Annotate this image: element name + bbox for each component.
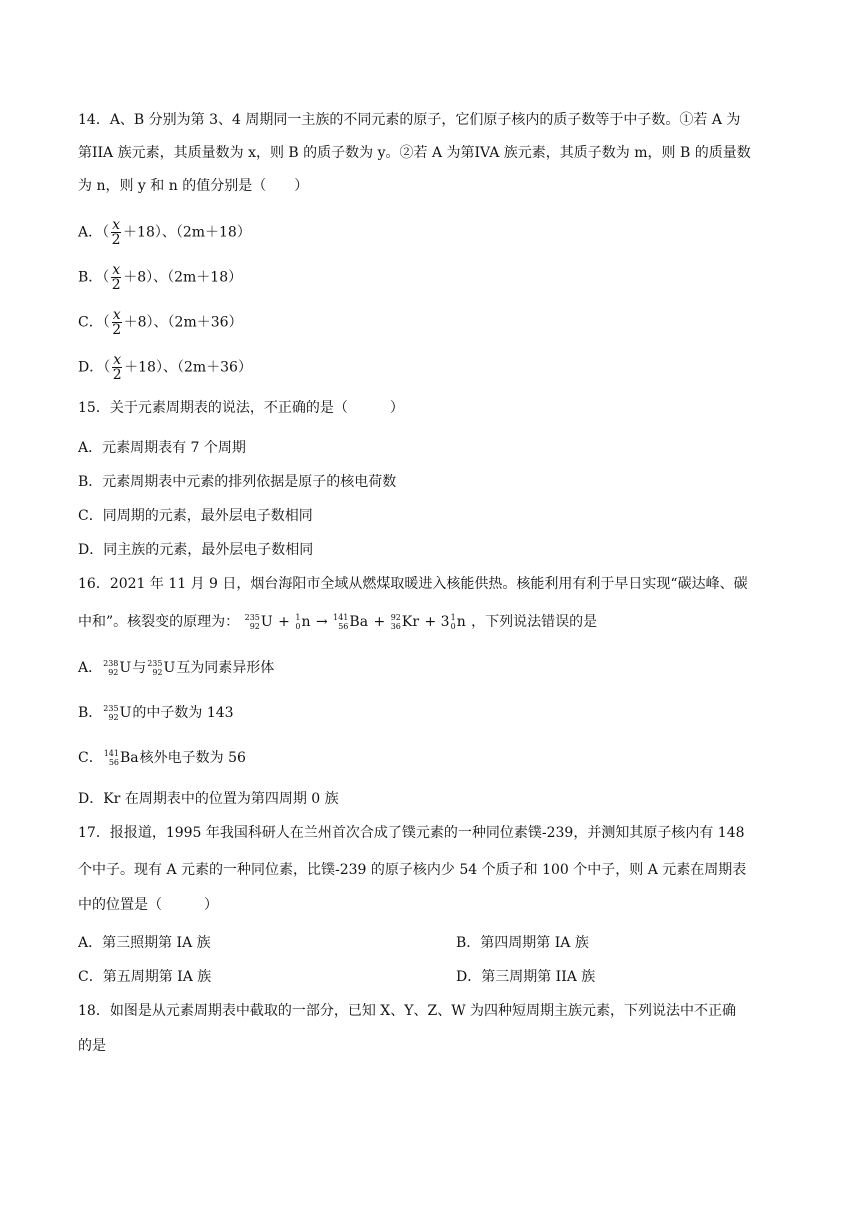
fraction: $\frac{x}{2}$: [112, 307, 122, 338]
q14-line-3: 为 n，则 y 和 n 的值分别是（ ）: [78, 178, 309, 194]
q18-line-2: 的是: [78, 1038, 106, 1054]
q16-option-a: A． 238 92 U 与 235 92 U 互为同素异形体: [78, 659, 275, 677]
q14-option-a: A．（ $\frac{x}{2}$ ＋18）、（2m＋18）: [78, 217, 251, 248]
q17-line-3: 中的位置是（ ）: [78, 897, 218, 913]
q16-stem-2: 中和”。核裂变的原理为： 235 92 U + 1 0 n → 141 56 Ba + 92 36 Kr + 3 1 0 n ，下列说法错误的是: [78, 613, 598, 631]
fraction: $\frac{x}{2}$: [111, 217, 121, 248]
fission-equation: 235 92 U + 1 0 n → 141 56 Ba + 92 36 Kr + 3 1 0 n: [244, 613, 466, 631]
q15-option-d: D．同主族的元素，最外层电子数相同: [78, 542, 314, 558]
q14-option-b: B．（ $\frac{x}{2}$ ＋8）、（2m＋18）: [78, 262, 243, 293]
q15-stem: 15．关于元素周期表的说法，不正确的是（ ）: [78, 400, 404, 416]
q17-option-c: C．第五周期第 IA 族: [78, 969, 212, 985]
q17-option-row-2: [78, 967, 596, 987]
q14-option-c: C．（ $\frac{x}{2}$ ＋8）、（2m＋36）: [78, 307, 243, 338]
q16-stem-1: 16．2021 年 11 月 9 日，烟台海阳市全域从燃煤取暖进入核能供热。核能利用有利于早日实现“碳达峰、碳: [78, 576, 748, 592]
q17-line-2: 个中子。现有 A 元素的一种同位素，比镤-239 的原子核内少 54 个质子和 100 个中子，则 A 元素在周期表: [78, 862, 747, 878]
q17-option-row-1: [78, 933, 589, 953]
q14-line-2: 第IIA 族元素，其质量数为 x，则 B 的质子数为 y。②若 A 为第IVA 族元素，其质子数为 m，则 B 的质量数: [78, 145, 751, 161]
q16-option-b: B． 235 92 U 的中子数为 143: [78, 704, 234, 722]
q15-option-a: A．元素周期表有 7 个周期: [78, 440, 246, 456]
q16-option-d: D．Kr 在周期表中的位置为第四周期 0 族: [78, 791, 339, 807]
q17-option-b: B．第四周期第 IA 族: [456, 935, 589, 951]
q18-line-1: 18．如图是从元素周期表中截取的一部分，已知 X、Y、Z、W 为四种短周期主族元素，下列说法中不正确: [78, 1003, 737, 1019]
q14-line-1: 14．A、B 分别为第 3、4 周期同一主族的不同元素的原子，它们原子核内的质子数等于中子数。①若 A 为: [78, 112, 741, 128]
q15-option-b: B．元素周期表中元素的排列依据是原子的核电荷数: [78, 474, 397, 490]
q16-option-c: C． 141 56 Ba 核外电子数为 56: [78, 749, 246, 767]
q14-option-d: D．（ $\frac{x}{2}$ ＋18）、（2m＋36）: [78, 352, 252, 383]
q17-option-d: D．第三周期第 IIA 族: [456, 969, 596, 985]
fraction: $\frac{x}{2}$: [112, 352, 122, 383]
q17-option-a: A．第三照期第 IA 族: [78, 935, 211, 951]
q15-option-c: C．同周期的元素，最外层电子数相同: [78, 508, 313, 524]
fraction: $\frac{x}{2}$: [111, 262, 121, 293]
q17-line-1: 17．报报道，1995 年我国科研人在兰州首次合成了镤元素的一种同位素镤-239，并测知其原子核内有 148: [78, 825, 745, 841]
